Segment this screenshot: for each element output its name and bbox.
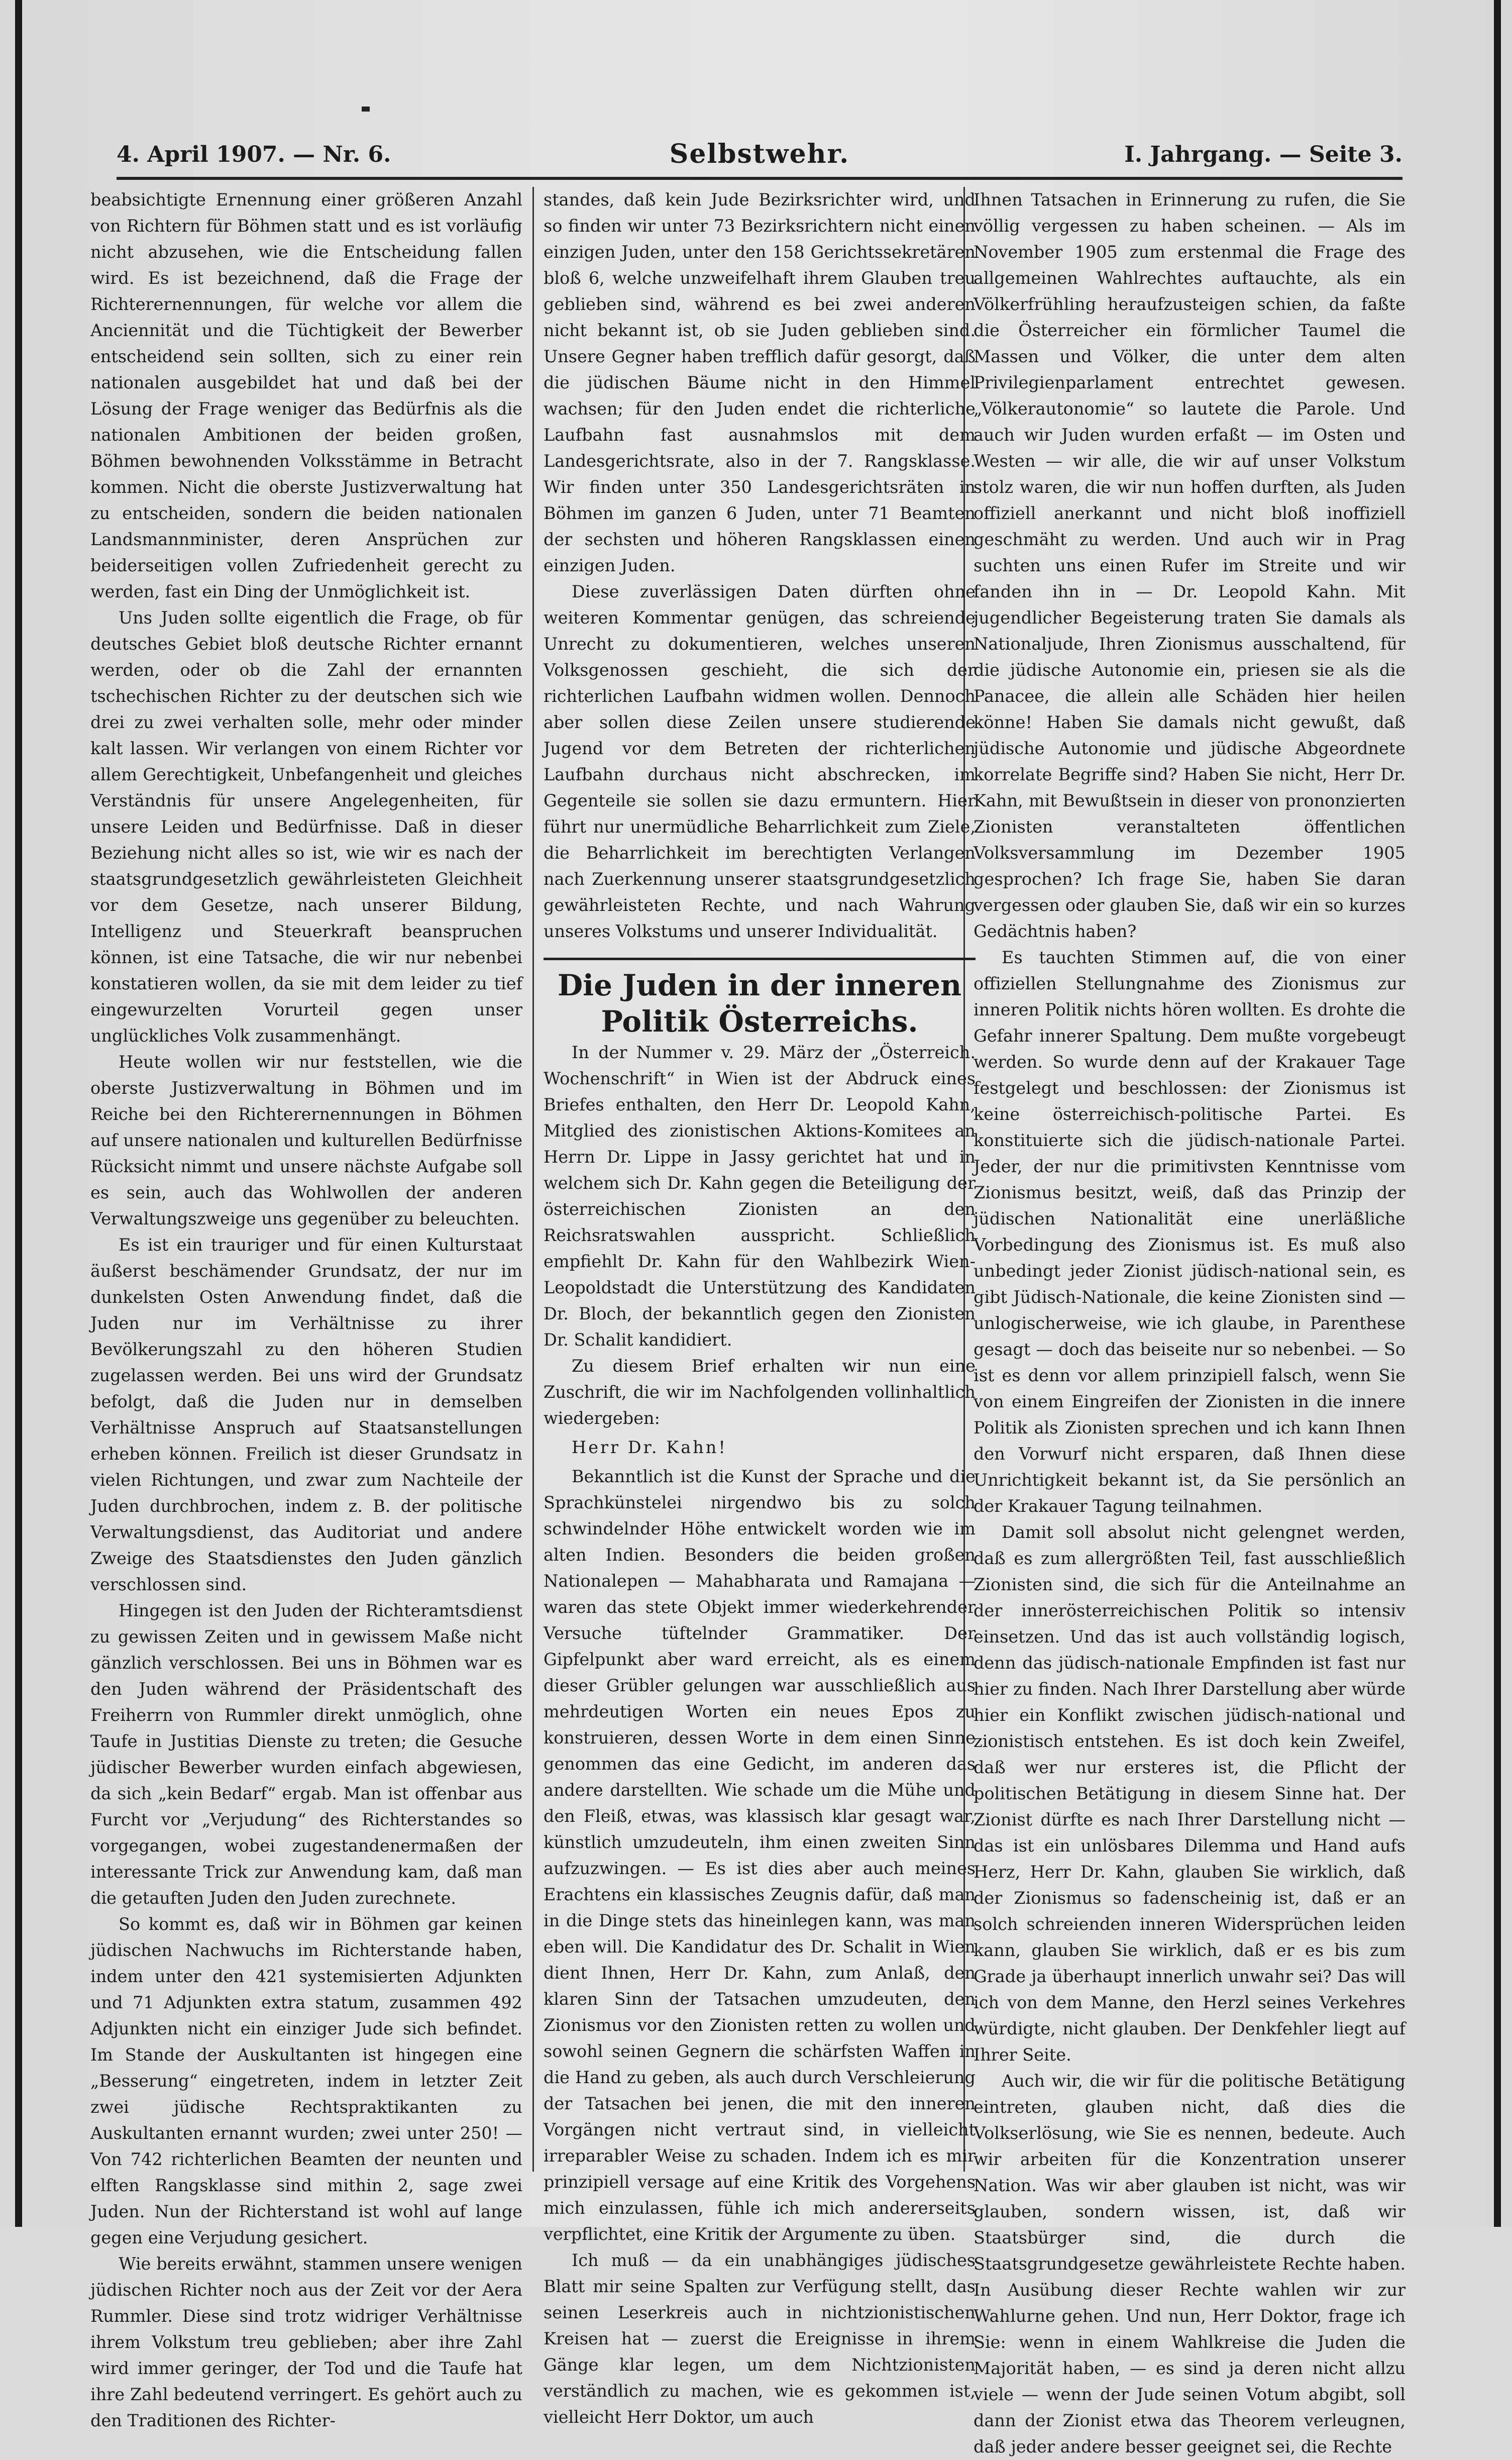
letter-salutation: Herr Dr. Kahn! bbox=[572, 1438, 727, 1457]
page-frame-left bbox=[15, 0, 22, 2227]
article-headline: Die Juden in der inneren Politik Österreichs. bbox=[557, 968, 962, 1039]
column-3 bbox=[974, 187, 1406, 2456]
page-frame-right bbox=[1494, 0, 1501, 2227]
column-2 bbox=[544, 187, 976, 2427]
paragraph: In der Nummer v. 29. März der „Österreich. Wochenschrift“ in Wien ist der Abdruck eines Briefes enthalten, den Herr Dr. Leopold Kahn, Mitglied des zionistischen Aktions-Komitees an Herrn Dr. Lippe in Jassy gerichtet hat und in welchem sich Dr. Kahn gegen die Beteiligung der österreichischen Zionisten an den Reichsratswahlen ausspricht. Schließlich empfiehlt Dr. Kahn für den Wahlbezirk Wien-Leopoldstadt die Unterstützung des Kandidaten Dr. Bloch, der bekanntlich gegen den Zionisten Dr. Schalit kandidiert. bbox=[544, 1043, 976, 1350]
header-rule bbox=[117, 177, 1402, 180]
paragraph: Ihnen Tatsachen in Erinnerung zu rufen, die Sie völlig vergessen zu haben scheinen. — Als im November 1905 zum erstenmal die Frage des allgemeinen Wahlrechtes auftauchte, als ein Völkerfrühling heraufzusteigen schien, da faßte die Österreicher ein förmlicher Taumel die Massen und Völker, die unter dem alten Privilegienparlament entrechtet gewesen. „Völkerautonomie“ so lautete die Parole. Und auch wir Juden wurden erfaßt — im Osten und Westen — wir alle, die wir auf unser Volkstum stolz waren, die wir nun hoffen durften, als Juden offiziell anerkannt und nicht bloß inoffiziell geschmäht zu werden. Und auch wir in Prag suchten uns einen Rufer im Streite und wir fanden ihn in — Dr. Leopold Kahn. Mit jugendlicher Begeisterung traten Sie damals als Nationaljude, Ihren Zionismus ausschaltend, für die jüdische Autonomie ein, priesen sie als die Panacee, die allein alle Schäden hier heilen könne! Haben Sie damals nicht gewußt, daß jüdische Autonomie und jüdische Abgeordnete korrelate Begriffe sind? Haben Sie nicht, Herr Dr. Kahn, mit Bewußtsein in dieser von prononzierten Zionisten veranstalteten öffentlichen Volksversammlung im Dezember 1905 gesprochen? Ich frage Sie, haben Sie daran vergessen oder glauben Sie, daß wir ein so kurzes Gedächtnis haben? bbox=[974, 190, 1406, 941]
print-mark bbox=[362, 107, 370, 112]
paragraph: Uns Juden sollte eigentlich die Frage, ob für deutsches Gebiet bloß deutsche Richter ernannt werden, oder ob die Zahl der ernannten tschechischen Richter zu der deutschen sich wie drei zu zwei verhalten solle, mehr oder minder kalt lassen. Wir verlangen von einem Richter vor allem Gerechtigkeit, Unbefangenheit und gleiches Verständnis für unsere Angelegenheiten, für unsere Leiden und Bedürfnisse. Daß in dieser Beziehung nicht alles so ist, wie wir es nach der staatsgrundgesetzlich gewährleisteten Gleichheit vor dem Gesetze, nach unserer Bildung, Intelligenz und Steuerkraft beanspruchen können, ist eine Tatsache, die wir nur nebenbei konstatieren wollen, da sie mit dem leider zu tief eingewurzelten Vorurteil gegen unser unglückliches Volk zusammenhängt. bbox=[90, 608, 522, 1046]
paragraph: Hingegen ist den Juden der Richteramtsdienst zu gewissen Zeiten und in gewissem Maße nicht gänzlich verschlossen. Bei uns in Böhmen war es den Juden während der Präsidentschaft des Freiherrn von Rummler direkt unmöglich, ohne Taufe in Justitias Dienste zu treten; die Gesuche jüdischer Bewerber wurden einfach abgewiesen, da sich „kein Bedarf“ ergab. Man ist offenbar aus Furcht vor „Verjudung“ des Richterstandes so vorgegangen, wobei zugestandenermaßen der interessante Trick zur Anwendung kam, daß man die getauften Juden den Juden zurechnete. bbox=[90, 1601, 522, 1908]
column-1 bbox=[90, 187, 522, 2430]
volume-page: I. Jahrgang. — Seite 3. bbox=[1124, 142, 1402, 167]
page-header bbox=[117, 135, 1402, 175]
paragraph: beabsichtigte Ernennung einer größeren Anzahl von Richtern für Böhmen statt und es ist vorläufig nicht abzusehen, wie die Entscheidung fallen wird. Es ist bezeichnend, daß die Frage der Richterernennungen, für welche vor allem die Anciennität und die Tüchtigkeit der Bewerber entscheidend sein sollten, sich zu einer rein nationalen ausgebildet hat und daß bei der Lösung der Frage weniger das Bedürfnis als die nationalen Ambitionen der beiden großen, Böhmen bewohnenden Volksstämme in Betracht kommen. Nicht die oberste Justizverwaltung hat zu entscheiden, sondern die beiden nationalen Landsmannminister, deren Ansprüchen zur beiderseitigen vollen Zufriedenheit gerecht zu werden, fast ein Ding der Unmöglichkeit ist. bbox=[90, 190, 522, 601]
paragraph: Damit soll absolut nicht gelengnet werden, daß es zum allergrößten Teil, fast ausschließlich Zionisten sind, die sich für die Anteilnahme an der innerösterreichischen Politik so intensiv einsetzen. Und das ist auch vollständig logisch, denn das jüdisch-nationale Empfinden ist fast nur hier zu finden. Nach Ihrer Darstellung aber würde hier ein Konflikt zwischen jüdisch-national und zionistisch entstehen. Es ist doch kein Zweifel, daß wer nur ersteres ist, die Pflicht der politischen Betätigung in diesem Sinne hat. Der Zionist dürfte es nach Ihrer Darstellung nicht — das ist ein unlösbares Dilemma und Hand aufs Herz, Herr Dr. Kahn, glauben Sie wirklich, daß der Zionismus so fadenscheinig ist, daß er an solch schreienden inneren Widersprüchen leiden kann, glauben Sie wirklich, daß er es bis zum Grade ja überhaupt innerlich unwahr sei? Das will ich von dem Manne, den Herzl seines Verkehres würdigte, nicht glauben. Der Denkfehler liegt auf Ihrer Seite. bbox=[974, 1522, 1406, 2065]
paragraph: Bekanntlich ist die Kunst der Sprache und die Sprachkünstelei nirgendwo bis zu solch schwindelnder Höhe entwickelt worden wie im alten Indien. Besonders die beiden großen Nationalepen — Mahabharata und Ramajana — waren das stete Objekt immer wiederkehrender Versuche tüftelnder Grammatiker. Der Gipfelpunkt aber ward erreicht, als es einem dieser Grübler gelungen war ausschließlich aus mehrdeutigen Worten ein neues Epos zu konstruieren, dessen Worte in dem einen Sinne genommen das eine Gedicht, im anderen das andere darstellten. Wie schade um die Mühe und den Fleiß, etwas, was klassisch klar gesagt war, künstlich umzudeuteln, ihm einen zweiten Sinn aufzuzwingen. — Es ist dies aber auch meines Erachtens ein klassisches Zeugnis dafür, daß man in die Dinge stets das hineinlegen kann, was man eben will. Die Kandidatur des Dr. Schalit in Wien dient Ihnen, Herr Dr. Kahn, zum Anlaß, den klaren Sinn der Tatsachen umzudeuten, den Zionismus vor den Zionisten retten zu wollen und sowohl seinen Gegnern die schärfsten Waffen in die Hand zu geben, als auch durch Verschleierung der Tatsachen bei jenen, die mit den inneren Vorgängen nicht vertraut sind, in vielleicht irreparabler Weise zu schaden. Indem ich es mir prinzipiell versage auf eine Kritik des Vorgehens mich einzulassen, fühle ich mich andererseits verpflichtet, eine Kritik der Argumente zu üben. bbox=[544, 1467, 976, 2244]
paragraph: Es tauchten Stimmen auf, die von einer offiziellen Stellungnahme des Zionismus zur inneren Politik nichts hören wollten. Es drohte die Gefahr innerer Spaltung. Dem mußte vorgebeugt werden. So wurde denn auf der Krakauer Tage festgelegt und beschlossen: der Zionismus ist keine österreichisch-politische Partei. Es konstituierte sich die jüdisch-nationale Partei. Jeder, der nur die primitivsten Kenntnisse vom Zionismus besitzt, weiß, daß das Prinzip der jüdischen Nationalität eine unerläßliche Vorbedingung des Zionismus ist. Es muß also unbedingt jeder Zionist jüdisch-national sein, es gibt Jüdisch-Nationale, die keine Zionisten sind — unlogischerweise, wie ich glaube, in Parenthese gesagt — doch das beiseite nur so nebenbei. — So ist es denn vor allem prinzipiell falsch, wenn Sie von einem Eingreifen der Zionisten in die innere Politik als Zionisten sprechen und ich kann Ihnen den Vorwurf nicht ersparen, daß Ihnen diese Unrichtigkeit bekannt ist, da Sie persönlich an der Krakauer Tagung teilnahmen. bbox=[974, 948, 1406, 1516]
newspaper-title: Selbstwehr. bbox=[669, 139, 850, 169]
column-divider bbox=[532, 187, 534, 2172]
paragraph: Es ist ein trauriger und für einen Kulturstaat äußerst beschämender Grundsatz, der nur im dunkelsten Osten Anwendung findet, daß die Juden nur im Verhältnisse zu ihrer Bevölkerungszahl zu den höheren Studien zugelassen werden. Bei uns wird der Grundsatz befolgt, daß die Juden nur in demselben Verhältnisse Anspruch auf Staatsanstellungen erheben können. Freilich ist dieser Grundsatz in vielen Richtungen, und zwar zum Nachteile der Juden durchbrochen, indem z. B. der politische Verwaltungsdienst, das Auditoriat und andere Zweige des Staatsdienstes den Juden gänzlich verschlossen sind. bbox=[90, 1235, 522, 1594]
paragraph: Auch wir, die wir für die politische Betätigung eintreten, glauben nicht, daß dies die Volkserlösung, wie Sie es nennen, bedeute. Auch wir arbeiten für die Konzentration unserer Nation. Was wir aber glauben ist nicht, was wir glauben, sondern wissen, ist, daß wir Staatsbürger sind, die durch die Staatsgrundgesetze gewährleistete Rechte haben. In Ausübung dieser Rechte wahlen wir zur Wahlurne gehen. Und nun, Herr Doktor, frage ich Sie: wenn in einem Wahlkreise die Juden die Majorität haben, — es sind ja deren nicht allzu viele — wenn der Jude seinen Votum abgibt, soll dann der Zionist etwa das Theorem verleugnen, daß jeder andere besser geeignet sei, die Rechte bbox=[974, 2071, 1406, 2456]
paragraph: Ich muß — da ein unabhängiges jüdisches Blatt mir seine Spalten zur Verfügung stellt, das seinen Leserkreis auch in nichtzionistischen Kreisen hat — zuerst die Ereignisse in ihrem Gänge klar legen, um dem Nichtzionisten verständlich zu machen, wie es gekommen ist, vielleicht Herr Doktor, um auch bbox=[544, 2250, 976, 2427]
paragraph: Heute wollen wir nur feststellen, wie die oberste Justizverwaltung in Böhmen und im Reiche bei den Richterernennungen in Böhmen auf unsere nationalen und kulturellen Bedürfnisse Rücksicht nimmt und unsere nächste Aufgabe soll es sein, auch das Wohlwollen der anderen Verwaltungszweige uns gegenüber zu beleuchten. bbox=[90, 1052, 522, 1228]
paragraph: So kommt es, daß wir in Böhmen gar keinen jüdischen Nachwuchs im Richterstande haben, indem unter den 421 systemisierten Adjunkten und 71 Adjunkten extra statum, zusammen 492 Adjunkten nicht ein einziger Jude sich befindet. Im Stande der Auskultanten ist hingegen eine „Besserung“ eingetreten, indem in letzter Zeit zwei jüdische Rechtspraktikanten zu Auskultanten ernannt wurden; zwei unter 250! — Von 742 richterlichen Beamten der neunten und elften Rangsklasse sind mithin 2, sage zwei Juden. Nun der Richterstand ist wohl auf lange gegen eine Verjudung gesichert. bbox=[90, 1914, 522, 2247]
paragraph: Zu diesem Brief erhalten wir nun eine Zuschrift, die wir im Nachfolgenden vollinhaltlich wiedergeben: bbox=[544, 1356, 976, 1428]
issue-date: 4. April 1907. — Nr. 6. bbox=[117, 142, 391, 167]
article-separator bbox=[544, 958, 976, 960]
paragraph: standes, daß kein Jude Bezirksrichter wird, und so finden wir unter 73 Bezirksrichtern nicht einen einzigen Juden, unter den 158 Gerichtssekretären bloß 6, welche unzweifelhaft ihrem Glauben treu geblieben sind, während es bei zwei anderen nicht bekannt ist, ob sie Juden geblieben sind. Unsere Gegner haben trefflich dafür gesorgt, daß die jüdischen Bäume nicht in den Himmel wachsen; für den Juden endet die richterliche Laufbahn fast ausnahmslos mit dem Landesgerichtsrate, also in der 7. Rangsklasse. Wir finden unter 350 Landesgerichtsräten in Böhmen im ganzen 6 Juden, unter 71 Beamten der sechsten und höheren Rangsklassen einen einzigen Juden. bbox=[544, 190, 976, 575]
paragraph: Diese zuverlässigen Daten dürften ohne weiteren Kommentar genügen, das schreiende Unrecht zu dokumentieren, welches unseren Volksgenossen geschieht, die sich der richterlichen Laufbahn widmen wollen. Dennoch aber sollen diese Zeilen unsere studierende Jugend vor dem Betreten der richterlichen Laufbahn durchaus nicht abschrecken, im Gegenteile sie sollen sie dazu ermuntern. Hier führt nur unermüdliche Beharrlichkeit zum Ziele, die Beharrlichkeit im berechtigten Verlangen nach Zuerkennung unserer staatsgrundgesetzlich gewährleisteten Rechte, und nach Wahrung unseres Volkstums und unserer Individualität. bbox=[544, 582, 976, 941]
paragraph: Wie bereits erwähnt, stammen unsere wenigen jüdischen Richter noch aus der Zeit vor der Aera Rummler. Diese sind trotz widriger Verhältnisse ihrem Volkstum treu geblieben; aber ihre Zahl wird immer geringer, der Tod und die Taufe hat ihre Zahl bedeutend verringert. Es gehört auch zu den Traditionen des Richter- bbox=[90, 2254, 522, 2430]
